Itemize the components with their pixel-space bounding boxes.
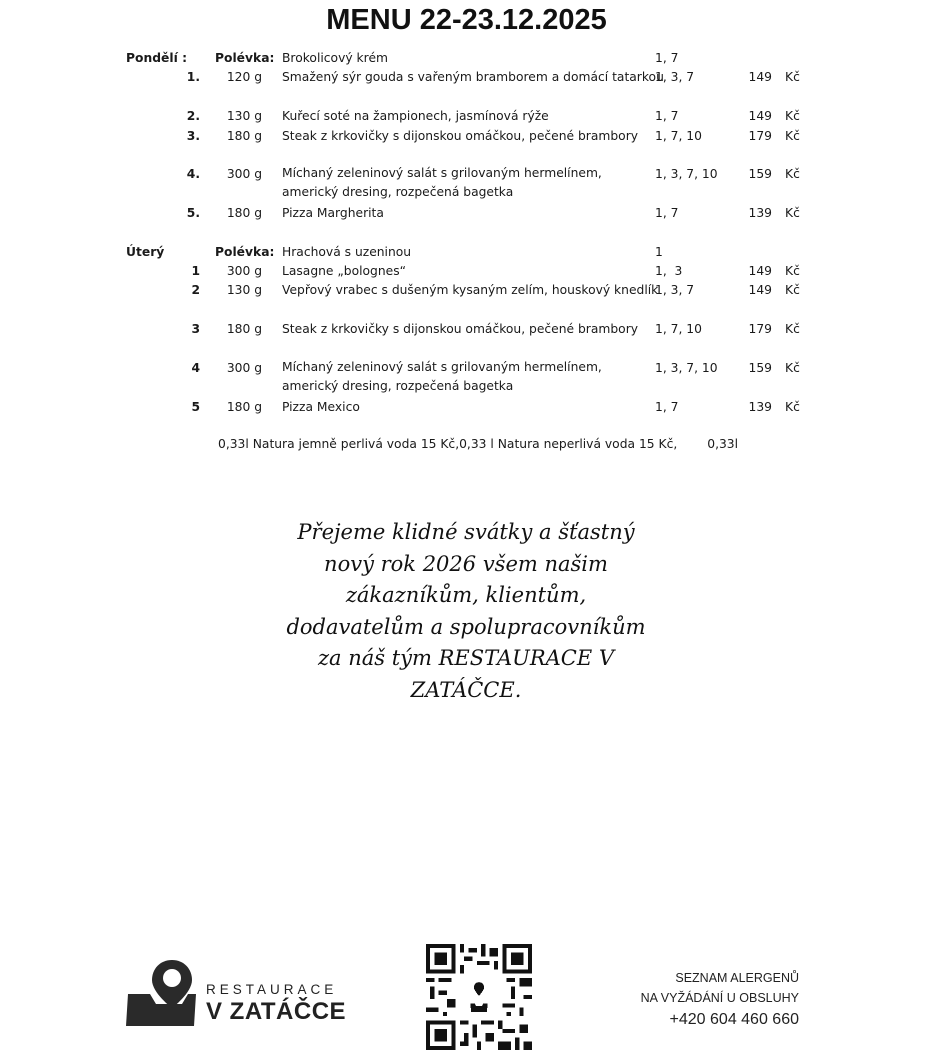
qr-code-icon[interactable] <box>426 944 532 1050</box>
item-currency: Kč <box>785 264 800 278</box>
item-weight: 300 g <box>226 264 262 278</box>
item-name: Steak z krkovičky s dijonskou omáčkou, pečené brambory <box>282 322 639 336</box>
item-allergens: 1, 3 <box>655 264 683 278</box>
soup-name: Brokolicový krém <box>282 51 388 65</box>
item-allergens: 1, 3, 7 <box>655 70 695 84</box>
page-title: MENU 22-23.12.2025 <box>326 4 607 36</box>
item-allergens: 1, 7, 10 <box>655 322 702 336</box>
item-allergens: 1, 7, 10 <box>655 129 702 143</box>
item-name: Steak z krkovičky s dijonskou omáčkou, pečené brambory <box>282 129 639 143</box>
soup-allergens: 1 <box>655 245 663 259</box>
item-currency: Kč <box>785 322 800 336</box>
item-name: Pizza Margherita <box>282 206 384 220</box>
item-allergens: 1, 7 <box>655 109 679 123</box>
item-name: Míchaný zeleninový salát s grilovaným hermelínem, americký dresing, rozpečená bagetka <box>282 166 602 199</box>
item-name: Pizza Mexico <box>282 400 360 414</box>
item-currency: Kč <box>785 109 800 123</box>
logo-text-v-zatacce: V ZATÁČCE <box>206 998 347 1025</box>
item-weight: 300 g <box>226 361 262 375</box>
allergen-note-line1: SEZNAM ALERGENŮ <box>675 971 799 985</box>
item-currency: Kč <box>785 361 800 375</box>
item-weight: 130 g <box>226 283 262 297</box>
item-weight: 180 g <box>226 322 262 336</box>
item-weight: 300 g <box>226 167 262 181</box>
item-price: 139 <box>748 400 772 414</box>
soup-label: Polévka: <box>215 245 275 259</box>
item-number: 1 <box>191 264 200 278</box>
item-weight: 180 g <box>226 129 262 143</box>
item-allergens: 1, 3, 7, 10 <box>655 167 718 181</box>
item-number: 1. <box>186 70 200 84</box>
day-label-tuesday: Úterý <box>126 245 165 259</box>
item-price: 149 <box>748 264 772 278</box>
item-number: 4 <box>191 361 200 375</box>
item-currency: Kč <box>785 400 800 414</box>
item-number: 5 <box>191 400 200 414</box>
item-price: 149 <box>748 283 772 297</box>
item-weight: 180 g <box>226 400 262 414</box>
phone-number[interactable]: +420 604 460 660 <box>669 1011 799 1028</box>
item-price: 149 <box>748 109 772 123</box>
item-name: Smažený sýr gouda s vařeným bramborem a domácí tatarkou <box>282 70 664 84</box>
item-allergens: 1, 7 <box>655 400 679 414</box>
soup-label: Polévka: <box>215 51 275 65</box>
soup-name: Hrachová s uzeninou <box>282 245 412 259</box>
drinks-text: 0,33l Natura jemně perlivá voda 15 Kč,0,33 l Natura neperlivá voda 15 Kč, <box>218 437 678 451</box>
item-currency: Kč <box>785 129 800 143</box>
item-name: Kuřecí soté na žampionech, jasmínová rýže <box>282 109 549 123</box>
item-price: 159 <box>748 167 772 181</box>
drinks-line <box>218 437 738 451</box>
item-number: 4. <box>186 167 200 181</box>
item-allergens: 1, 3, 7 <box>655 283 695 297</box>
item-number: 5. <box>186 206 200 220</box>
item-name: Vepřový vrabec s dušeným kysaným zelím, houskový knedlík <box>282 283 659 297</box>
item-currency: Kč <box>785 283 800 297</box>
item-price: 179 <box>748 129 772 143</box>
item-allergens: 1, 3, 7, 10 <box>655 361 718 375</box>
item-currency: Kč <box>785 70 800 84</box>
allergen-note-line2: NA VYŽÁDÁNÍ U OBSLUHY <box>640 991 799 1005</box>
item-weight: 120 g <box>226 70 262 84</box>
item-price: 159 <box>748 361 772 375</box>
item-currency: Kč <box>785 206 800 220</box>
item-name: Lasagne „bolognes“ <box>282 264 406 278</box>
item-price: 179 <box>748 322 772 336</box>
holiday-greeting: Přejeme klidné svátky a šťastný nový rok 2026 všem našim zákazníkům, klientům, dodavatelům a spolupracovníkům za náš tým RESTAURACE V ZATÁČCE. <box>286 520 646 702</box>
item-currency: Kč <box>785 167 800 181</box>
drinks-tail: 0,33l <box>707 437 739 451</box>
item-number: 2 <box>191 283 200 297</box>
day-label-monday: Pondělí : <box>126 51 187 65</box>
map-pin-icon <box>126 960 196 1026</box>
item-name: Míchaný zeleninový salát s grilovaným hermelínem, americký dresing, rozpečená bagetka <box>282 360 602 393</box>
item-number: 3. <box>186 129 200 143</box>
item-number: 3 <box>191 322 200 336</box>
item-price: 139 <box>748 206 772 220</box>
logo-text-restaurace: RESTAURACE <box>206 982 338 997</box>
soup-allergens: 1, 7 <box>655 51 679 65</box>
item-price: 149 <box>748 70 772 84</box>
item-weight: 130 g <box>226 109 262 123</box>
item-allergens: 1, 7 <box>655 206 679 220</box>
item-weight: 180 g <box>226 206 262 220</box>
item-number: 2. <box>186 109 200 123</box>
